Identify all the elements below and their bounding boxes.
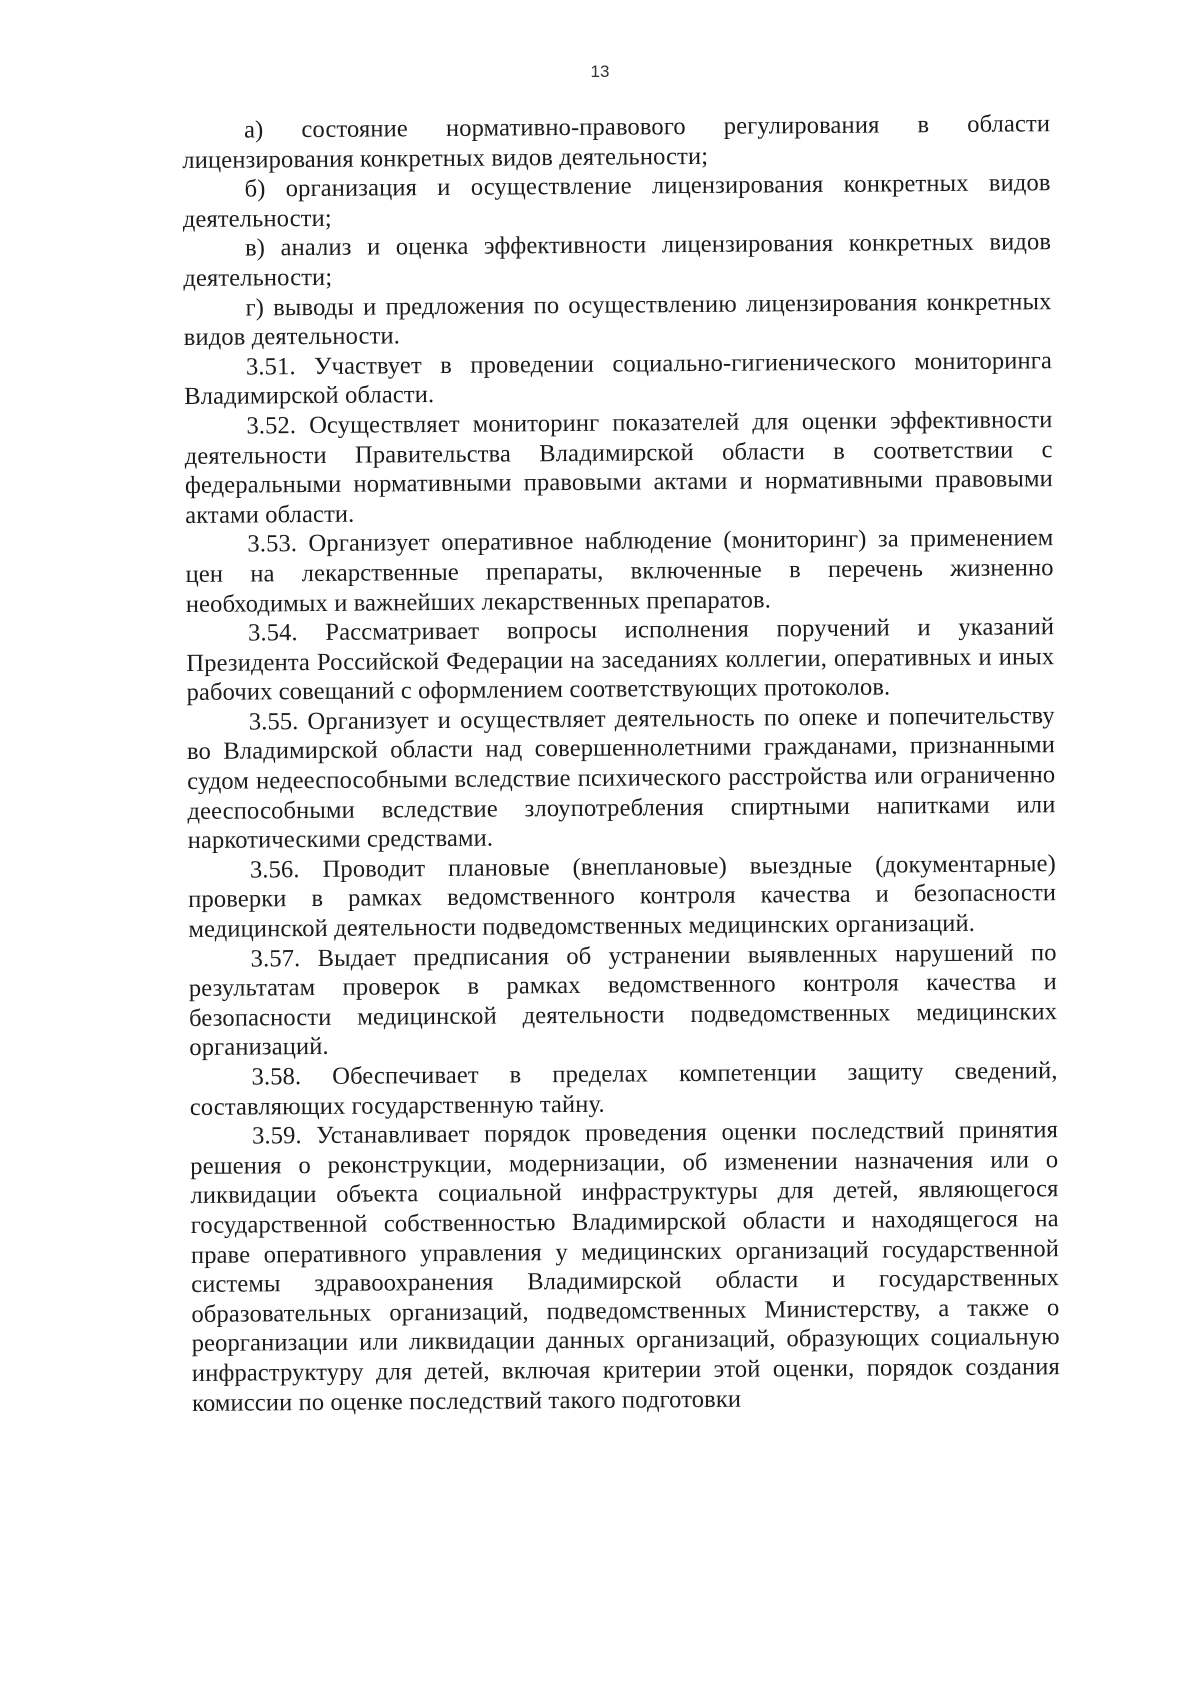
document-body xyxy=(182,109,1060,1418)
clause-3-53: 3.53. Организует оперативное наблюдение (мониторинг) за применением цен на лекарственные препараты, включенные в перечень жизненно необходимых и важнейших лекарственных препаратов. xyxy=(185,524,1054,618)
list-item-v: в) анализ и оценка эффективности лицензирования конкретных видов деятельности; xyxy=(183,228,1052,292)
clause-3-59: 3.59. Устанавливает порядок проведения оценки последствий принятия решения о реконструкции, модернизации, об изменении назначения или о ликвидации объекта социальной инфраструктуры для детей, являющегося государственной собственностью Владимирской области и находящегося на праве оперативного управления у медицинских организаций государственной системы здравоохранения Владимирской области и государственных образовательных организаций, подведомственных Министерству, а также о реорганизации или ликвидации данных организаций, образующих социальную инфраструктуру для детей, включая критерии этой оценки, порядок создания комиссии по оценке последствий такого подготовки xyxy=(190,1116,1060,1417)
clause-3-58: 3.58. Обеспечивает в пределах компетенции защиту сведений, составляющих государственную тайну. xyxy=(189,1057,1058,1121)
clause-3-54: 3.54. Рассматривает вопросы исполнения поручений и указаний Президента Российской Федерации на заседаниях коллегии, оперативных и иных рабочих совещаний с оформлением соответствующих протоколов. xyxy=(186,613,1055,707)
list-item-a: а) состояние нормативно-правового регулирования в области лицензирования конкретных видов деятельности; xyxy=(182,110,1051,174)
clause-3-57: 3.57. Выдает предписания об устранении выявленных нарушений по результатам проверок в рамках ведомственного контроля качества и безопасности медицинской деятельности подведомственных медицинских организаций. xyxy=(188,938,1058,1062)
list-item-b: б) организация и осуществление лицензирования конкретных видов деятельности; xyxy=(182,169,1051,233)
page-number: 13 xyxy=(590,62,610,81)
clause-3-52: 3.52. Осуществляет мониторинг показателей для оценки эффективности деятельности Правительства Владимирской области в соответствии с федеральными нормативными правовыми актами и нормативными правовыми актами области. xyxy=(184,406,1053,529)
clause-3-55: 3.55. Организует и осуществляет деятельность по опеке и попечительству во Владимирской области над совершеннолетними гражданами, признанными судом недееспособными вследствие психического расстройства или ограниченно дееспособными вследствие злоупотребления спиртными напитками или наркотическими средствами. xyxy=(186,702,1056,855)
clause-3-51: 3.51. Участвует в проведении социально-гигиенического мониторинга Владимирской области. xyxy=(184,346,1053,411)
list-item-g: г) выводы и предложения по осуществлению лицензирования конкретных видов деятельности. xyxy=(183,287,1052,352)
clause-3-56: 3.56. Проводит плановые (внеплановые) выездные (документарные) проверки в рамках ведомственного контроля качества и безопасности медицинской деятельности подведомственных медицинских организаций. xyxy=(188,850,1057,944)
